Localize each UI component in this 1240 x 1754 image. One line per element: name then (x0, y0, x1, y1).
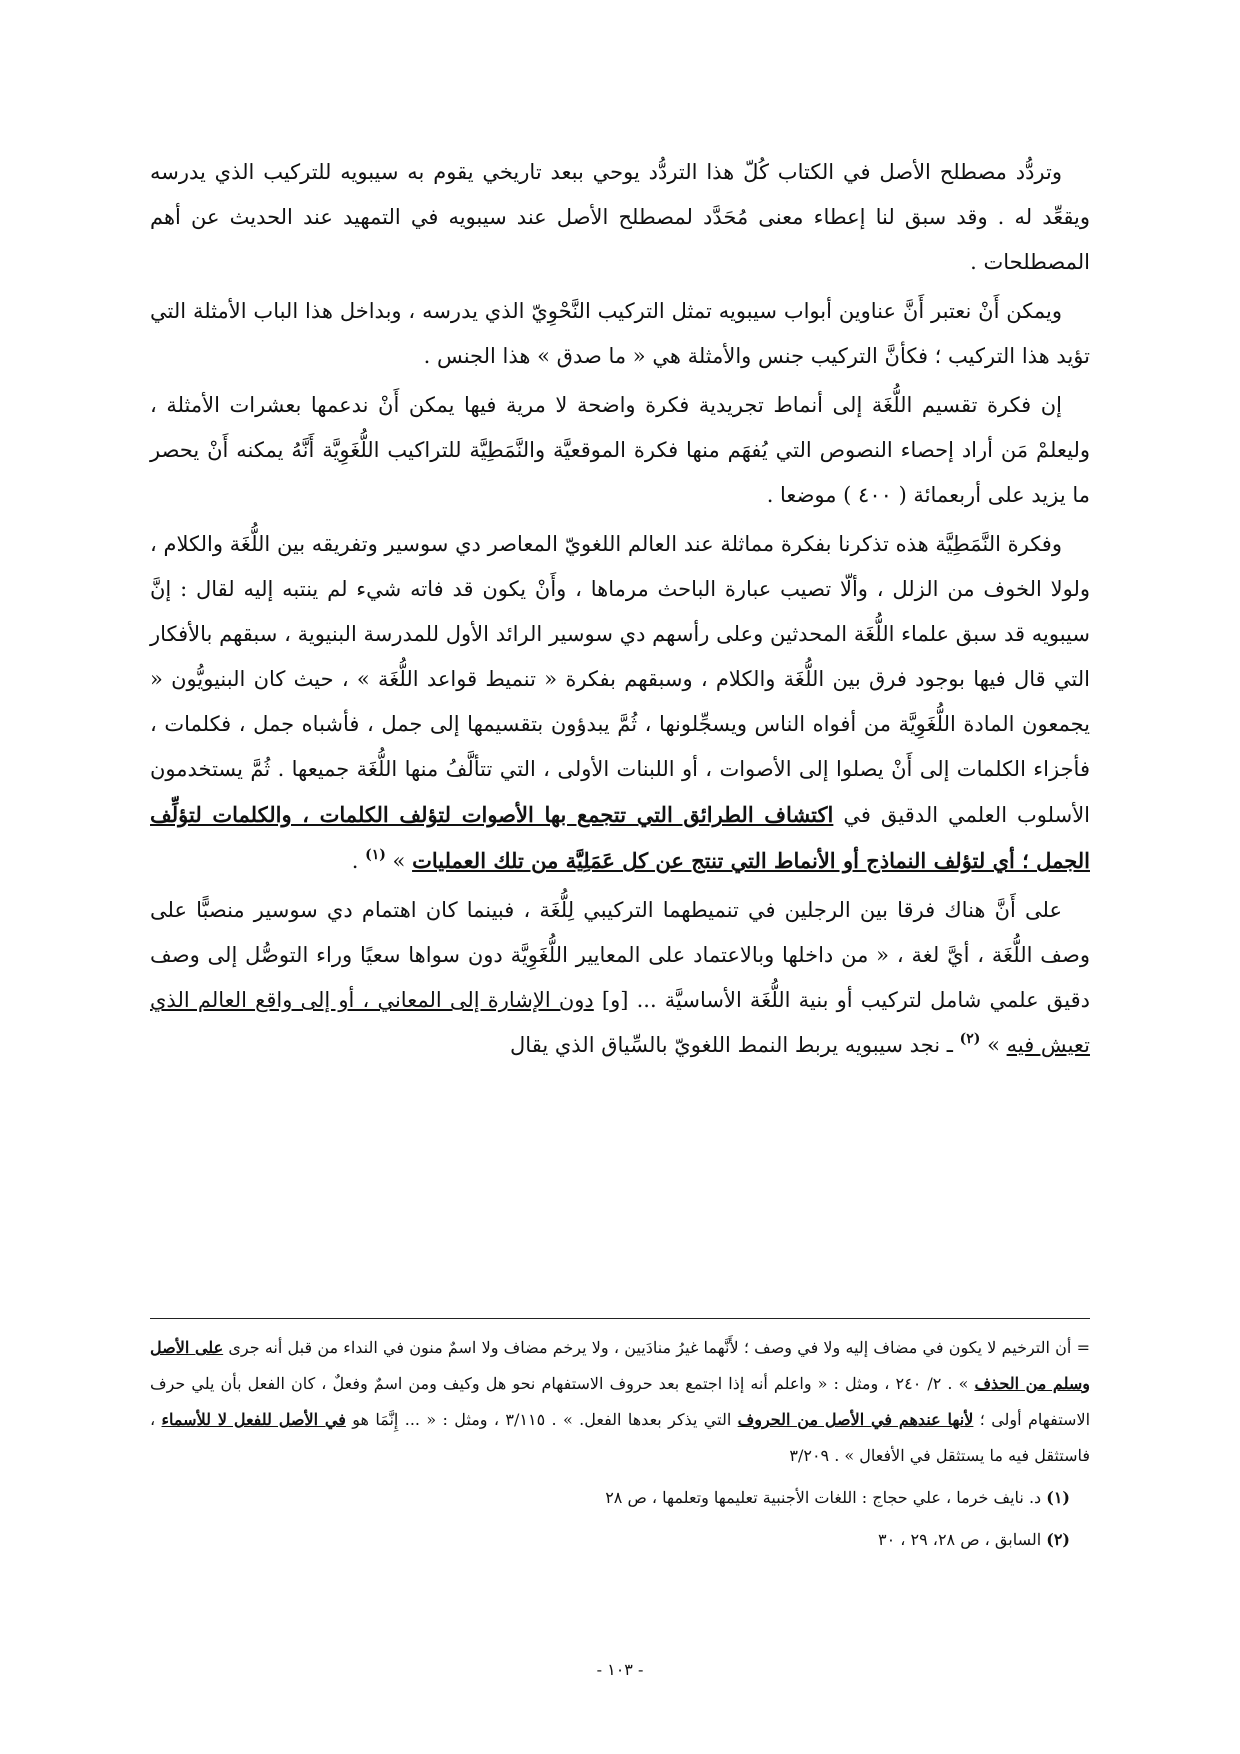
footnote-cont-text-a: = أن الترخيم لا يكون في مضاف إليه ولا في وصف ؛ لأَنَّهما غيرُ منادَيين ، ولا يرخم مضاف ولا اسمٌ منون في النداء من قبل أنه جرى (223, 1338, 1090, 1357)
paragraph-5-quote-close: » (980, 1033, 1007, 1057)
footnote-1 (150, 1480, 1090, 1516)
footnote-ref-1[interactable]: (١) (365, 847, 386, 863)
paragraph-2: ويمكن أَنْ نعتبر أَنَّ عناوين أبواب سيبويه تمثل التركيب النَّحْوِيّ الذي يدرسه ، وبداخل هذا الباب الأمثلة التي تؤيد هذا التركيب ؛ فكأنَّ التركيب جنس والأمثلة هي « ما صدق » هذا الجنس . (150, 299, 1090, 368)
footnote-cont-emphasis-1: على الأصل وسلم من الحذف (150, 1338, 1091, 1393)
paragraph-5-text: على أَنَّ هناك فرقا بين الرجلين في تنميطهما التركيبي لِلُّغَة ، فبينما كان اهتمام دي سوسير منصبًّا على وصف اللُّغَة ، أيَّ لغة ، « من داخلها وبالاعتماد على المعايير اللُّغَوِيَّة دون سواها سعيًا وراء التوصُّل إلى وصف دقيق علمي شامل لتركيب أو بنية اللُّغَة الأساسيَّة ... [و] (150, 898, 1090, 1012)
paragraph-5-end: ـ نجد سيبويه يربط النمط اللغويّ بالسِّياق الذي يقال (510, 1033, 960, 1057)
paragraph-5 (150, 888, 1090, 1068)
footnote-separator (150, 1318, 1090, 1319)
footnote-cont-emphasis-3: في الأصل للفعل لا للأسماء (161, 1410, 346, 1429)
footnote-2-text: السابق ، ص ٢٨، ٢٩ ، ٣٠ (877, 1530, 1047, 1549)
footnote-ref-2[interactable]: (٢) (959, 1031, 981, 1047)
paragraph-1: وتردُّد مصطلح الأصل في الكتاب كُلّ هذا التردُّد يوحي ببعد تاريخي يقوم به سيبويه للتركيب الذي يدرسه ويقعِّد له . وقد سبق لنا إعطاء معنى مُحَدَّد لمصطلح الأصل عند سيبويه في التمهيد عند الحديث عن أهم المصطلحات . (150, 160, 1090, 274)
footnote-continuation (150, 1330, 1090, 1474)
page-number: - ١٠٣ - (596, 1660, 644, 1679)
footnotes (150, 1330, 1090, 1558)
footnote-cont-text-c: » . ٢/ ٢٤٠ ، ومثل : « واعلم أنه إذا اجتمع بعد حروف الاستفهام نحو هل وكيف ومن اسمٌ وفعلٌ ، كان الفعل بأن يلي حرف الاستفهام أولى ؛ (150, 1374, 1091, 1429)
paragraph-4 (150, 522, 1090, 884)
paragraph-4-quote-close: » (385, 849, 413, 873)
paragraph-3: إن فكرة تقسيم اللُّغَة إلى أنماط تجريدية فكرة واضحة لا مرية فيها يمكن أَنْ ندعمها بعشرات الأمثلة ، وليعلمْ مَن أراد إحصاء النصوص التي يُفهَم منها فكرة الموقعيَّة والنَّمَطِيَّة للتراكيب اللُّغَوِيَّة أَنَّهُ يمكنه أَنْ يحصر ما يزيد على أربعمائة ( ٤٠٠ ) موضعا . (150, 393, 1090, 507)
footnote-cont-text-e: التي يذكر بعدها الفعل. » . ٣/١١٥ ، ومثل : « ... إِنَّمَا هو (345, 1410, 738, 1429)
footnote-1-text: د. نايف خرما ، علي حجاج : اللغات الأجنبية تعليمها وتعلمها ، ص ٢٨ (605, 1488, 1047, 1507)
footnote-2 (150, 1522, 1090, 1558)
paragraph-4-emphasis: اكتشاف الطرائق التي تتجمع بها الأصوات لتؤلف الكلمات ، والكلمات لتؤلِّف الجمل ؛ أي لتؤلف النماذج أو الأنماط التي تنتج عن كل عَمَلِيَّة من تلك العمليات (150, 802, 1090, 873)
main-text (150, 150, 1090, 1068)
paragraph-5-underlined: دون الإشارة إلى المعاني ، أو إلى واقع العالم الذي تعيش فيه (150, 988, 1090, 1057)
footnote-2-number: (٢) (1046, 1530, 1070, 1549)
footnote-1-number: (١) (1046, 1488, 1070, 1507)
footnote-cont-text-g: ، فاستثقل فيه ما يستثقل في الأفعال » . ٣/٢٠٩ (150, 1410, 1090, 1465)
paragraph-4-end: . (351, 849, 366, 873)
footnote-cont-emphasis-2: لأنها عندهم في الأصل من الحروف (737, 1410, 974, 1429)
paragraph-4-text: وفكرة النَّمَطِيَّة هذه تذكرنا بفكرة مماثلة عند العالم اللغويّ المعاصر دي سوسير وتفريقه بين اللُّغَة والكلام ، ولولا الخوف من الزلل ، وألّا تصيب عبارة الباحث مرماها ، وأَنْ يكون قد فاته شيء لم ينتبه إليه لقال : إنَّ سيبويه قد سبق علماء اللُّغَة المحدثين وعلى رأسهم دي سوسير الرائد الأول للمدرسة البنيوية ، سبقهم بالأفكار التي قال فيها بوجود فرق بين اللُّغَة والكلام ، وسبقهم بفكرة « تنميط قواعد اللُّغَة » ، حيث كان البنيويُّون « يجمعون المادة اللُّغَوِيَّة من أفواه الناس ويسجِّلونها ، ثُمَّ يبدؤون بتقسيمها إلى جمل ، فأشباه جمل ، فكلمات ، فأجزاء الكلمات إلى أَنْ يصلوا إلى الأصوات ، أو اللبنات الأولى ، التي تتألَّفُ منها اللُّغَة جميعها . ثُمَّ يستخدمون الأسلوب العلمي الدقيق في (150, 532, 1090, 827)
